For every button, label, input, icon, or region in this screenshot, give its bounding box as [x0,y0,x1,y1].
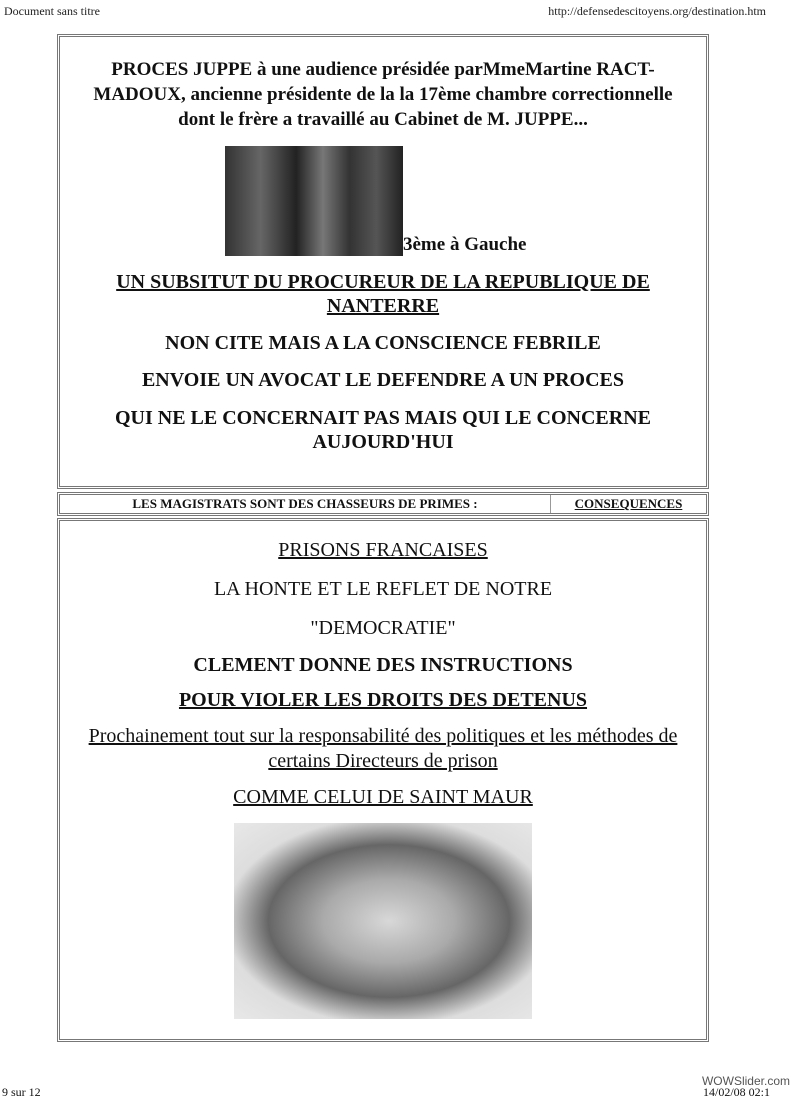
prisons-title: PRISONS FRANCAISES [278,539,488,561]
text-line: LA HONTE ET LE REFLET DE NOTRE [213,578,553,600]
text-line: Prochainement tout sur la responsabilité des politiques et les méthodes de certains Directeurs de prison [88,725,678,772]
watermark: WOWSlider.com [701,1074,790,1088]
document-title: Document sans titre [4,4,100,18]
nav-label: LES MAGISTRATS SONT DES CHASSEURS DE PRIMES : [60,495,551,513]
nav-row [57,492,709,516]
section-prisons [57,518,709,1042]
page-number: 9 sur 12 [2,1085,41,1099]
headline: PROCES JUPPE à une audience présidée parMmeMartine RACT-MADOUX, ancienne présidente de la la 17ème chambre correctionnelle dont le frère a travaillé au Cabinet de M. JUPPE... [93,59,673,130]
text-line: "DEMOCRATIE" [310,617,456,639]
photo-caption: 3ème à Gauche [403,234,527,255]
portrait-photo [234,823,532,1019]
text-line: NON CITE MAIS A LA CONSCIENCE FEBRILE [165,332,601,354]
text-line: ENVOIE UN AVOCAT LE DEFENDRE A UN PROCES [141,369,625,391]
section-juppe [57,34,709,489]
group-photo [225,146,403,256]
subtitle-substitut: UN SUBSITUT DU PROCUREUR DE LA REPUBLIQUE DE NANTERRE [116,271,650,317]
text-line: QUI NE LE CONCERNAIT PAS MAIS QUI LE CONCERNE AUJOURD'HUI [114,407,651,453]
page-url: http://defensedescitoyens.org/destination.htm [548,4,766,18]
print-date: 14/02/08 02:1 [702,1085,770,1099]
text-line: POUR VIOLER LES DROITS DES DETENUS [178,689,588,711]
text-line: COMME CELUI DE SAINT MAUR [233,786,533,808]
consequences-link[interactable]: CONSEQUENCES [574,496,683,511]
text-line: CLEMENT DONNE DES INSTRUCTIONS [193,654,573,676]
